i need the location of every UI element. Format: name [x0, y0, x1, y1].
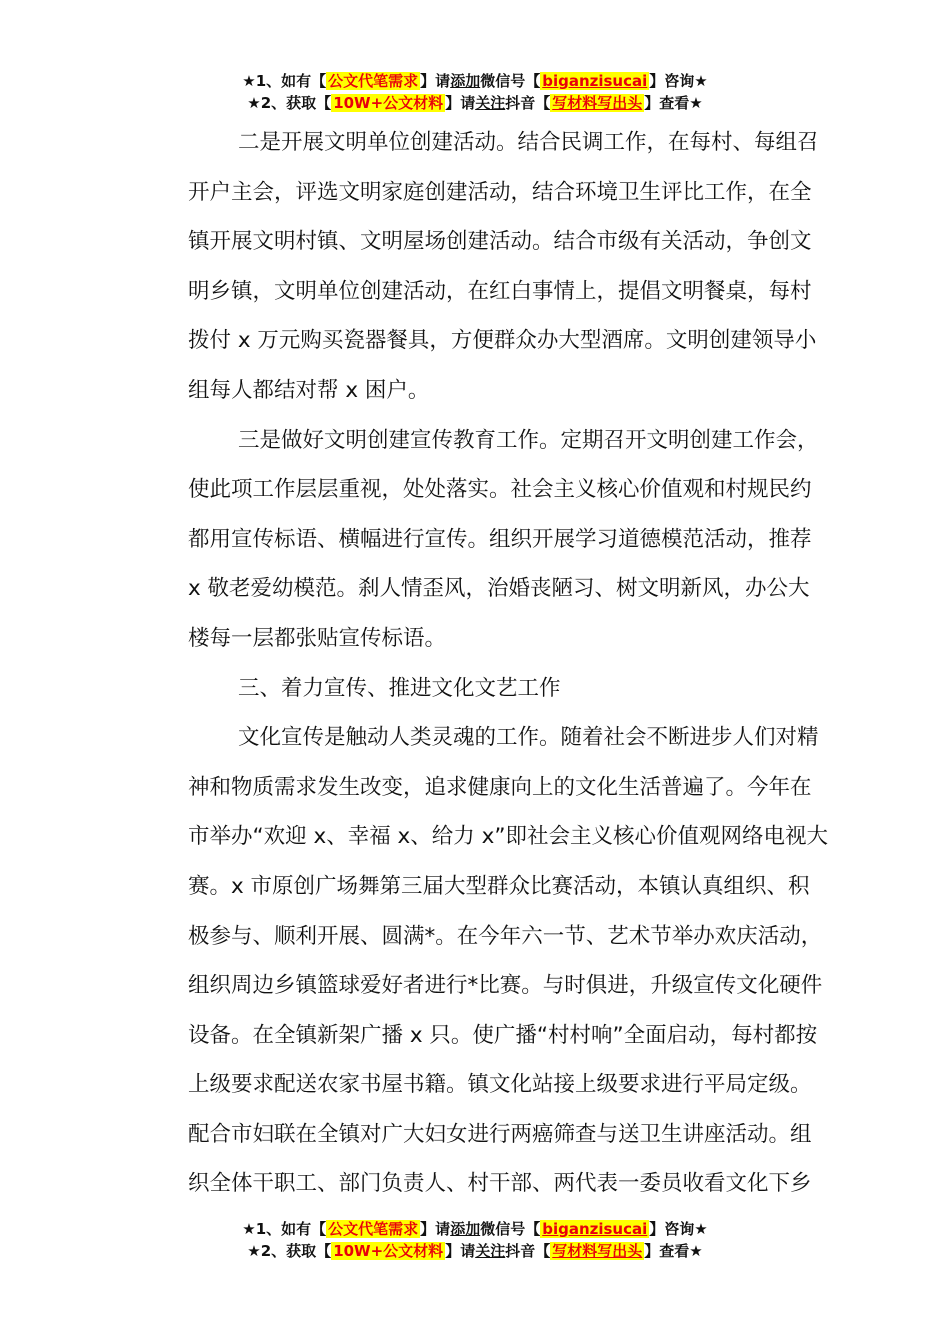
banner-line-1 [0, 1218, 950, 1240]
banner-text: 】查看★ [644, 94, 703, 112]
banner-highlight: 10W+公文材料 [333, 94, 444, 112]
text-line: 开户主会，评选文明家庭创建活动，结合环境卫生评比工作，在全 [188, 179, 812, 205]
text-line: 赛。x 市原创广场舞第三届大型群众比赛活动，本镇认真组织、积 [188, 873, 810, 899]
paragraph [145, 416, 819, 664]
text-line: 设备。在全镇新架广播 x 只。使广播“村村响”全面启动，每村都按 [188, 1022, 818, 1048]
banner-highlight: 10W+公文材料 [333, 1242, 444, 1260]
banner-emphasis: 添加 [450, 72, 481, 90]
text-line: x 敬老爱幼模范。刹人情歪风，治婚丧陋习、树文明新风，办公大 [188, 576, 810, 602]
banner-text: 微信号【 [480, 1220, 541, 1238]
banner-line-1 [0, 70, 950, 92]
banner-text: 抖音【 [505, 1242, 551, 1260]
text-line: 明乡镇，文明单位创建活动，在红白事情上，提倡文明餐桌，每村 [188, 278, 812, 304]
text-line: 三、着力宣传、推进文化文艺工作 [238, 675, 561, 701]
text-line: 神和物质需求发生改变，追求健康向上的文化生活普遍了。今年在 [188, 774, 812, 800]
paragraph [145, 713, 828, 1209]
footer-banner [0, 1218, 950, 1262]
banner-highlight: 公文代笔需求 [328, 1220, 419, 1238]
banner-text: 】查看★ [644, 1242, 703, 1260]
banner-line-2 [0, 92, 950, 114]
text-line: 楼每一层都张贴宣传标语。 [188, 625, 447, 651]
banner-text: ★1、如有【 [242, 72, 327, 90]
text-line: 文化宣传是触动人类灵魂的工作。随着社会不断进步人们对精 [238, 725, 819, 751]
banner-text: 】请 [420, 72, 451, 90]
text-line: 市举办“欢迎 x、幸福 x、给力 x”即社会主义核心价值观网络电视大 [188, 824, 828, 850]
banner-text: ★2、获取【 [247, 1242, 332, 1260]
banner-wechat-id: biganzisucai [542, 1220, 648, 1238]
banner-emphasis: 添加 [450, 1220, 481, 1238]
banner-line-2 [0, 1240, 950, 1262]
banner-text: 】请 [445, 94, 476, 112]
banner-highlight: 公文代笔需求 [328, 72, 419, 90]
text-line: 组每人都结对帮 x 困户。 [188, 377, 430, 403]
banner-text: 】咨询★ [649, 1220, 708, 1238]
banner-emphasis: 关注 [475, 94, 506, 112]
banner-text: ★1、如有【 [242, 1220, 327, 1238]
banner-text: 抖音【 [505, 94, 551, 112]
banner-wechat-id: biganzisucai [542, 72, 648, 90]
banner-douyin-id: 写材料写出头 [552, 1242, 643, 1260]
text-line: 镇开展文明村镇、文明屋场创建活动。结合市级有关活动，争创文 [188, 229, 812, 255]
banner-text: 】咨询★ [649, 72, 708, 90]
banner-text: 】请 [445, 1242, 476, 1260]
banner-text: ★2、获取【 [247, 94, 332, 112]
banner-emphasis: 关注 [475, 1242, 506, 1260]
text-line: 配合市妇联在全镇对广大妇女进行两癌筛查与送卫生讲座活动。组 [188, 1121, 812, 1147]
text-line: 二是开展文明单位创建活动。结合民调工作，在每村、每组召 [238, 130, 819, 155]
document-body [145, 118, 828, 1209]
text-line: 使此项工作层层重视，处处落实。社会主义核心价值观和村规民约 [188, 477, 812, 503]
text-line: 拨付 x 万元购买瓷器餐具，方便群众办大型酒席。文明创建领导小 [188, 328, 817, 354]
text-line: 都用宣传标语、横幅进行宣传。组织开展学习道德模范活动，推荐 [188, 526, 812, 552]
text-line: 织全体干职工、部门负责人、村干部、两代表一委员收看文化下乡 [188, 1171, 812, 1197]
section-heading [145, 664, 805, 714]
header-banner [0, 70, 950, 114]
banner-text: 微信号【 [480, 72, 541, 90]
paragraph [145, 118, 819, 416]
text-line: 三是做好文明创建宣传教育工作。定期召开文明创建工作会， [238, 427, 819, 453]
text-line: 极参与、顺利开展、圆满*。在今年六一节、艺术节举办欢庆活动， [188, 923, 823, 949]
banner-text: 】请 [420, 1220, 451, 1238]
text-line: 组织周边乡镇篮球爱好者进行*比赛。与时俱进，升级宣传文化硬件 [188, 973, 823, 999]
text-line: 上级要求配送农家书屋书籍。镇文化站接上级要求进行平局定级。 [188, 1072, 812, 1098]
banner-douyin-id: 写材料写出头 [552, 94, 643, 112]
